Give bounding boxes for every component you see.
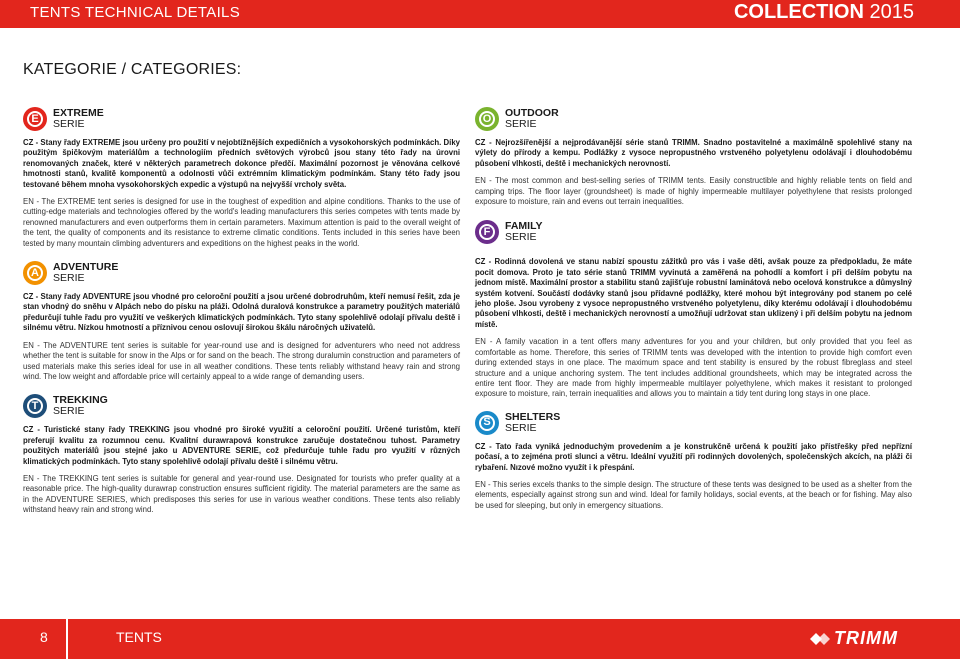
collection-year: 2015: [869, 1, 914, 23]
category-extreme: [23, 104, 460, 249]
collection-title: [734, 1, 914, 24]
category-header: [475, 408, 912, 438]
shelters-badge-icon: S: [475, 411, 499, 435]
trekking-badge-icon: T: [23, 394, 47, 418]
category-serie: SERIE: [505, 118, 537, 130]
category-header: [475, 217, 912, 247]
adventure-badge-icon: A: [23, 261, 47, 285]
header-bar: [0, 0, 960, 28]
trimm-logo: [808, 628, 898, 649]
footer-bar: [0, 619, 960, 659]
category-name: OUTDOOR: [505, 107, 559, 119]
category-serie: SERIE: [53, 272, 85, 285]
logo-text: TRIMM: [834, 628, 898, 648]
categories-title: KATEGORIE / CATEGORIES:: [23, 61, 242, 78]
trimm-logo-icon: [808, 631, 830, 647]
description-cz: CZ - Turistické stany řady TREKKING jsou vhodné pro široké využití a celoroční použití. Určené turistům, kteří preferují kvalitu za rozumnou cenu. Kvalitní durawrapová konstrukce zaručuje dostatečnou tuhost. Parametry použitých materiálů jsou stejné jako u ADVENTURE SERIE, což předurčuje tuhle řadu pro využití v různých klimatických podmínkách. Tyto stany spolehlivě odolají přívalu deště i silnému větru.: [23, 425, 460, 466]
category-shelters: [475, 408, 912, 511]
category-serie: SERIE: [505, 231, 537, 244]
description-en: EN - The TREKKING tent series is suitable for general and year-round use. Designated for tourists who prefer quality at a reasonable price. The high-quality durawrap construction ensures sufficient rigidity. The material parameters are the same as in the ADVENTURE SERIES, which predisposes this series for use in various weather conditions. These tents also reliably withstand heavy rain and strong wind.: [23, 473, 460, 515]
description-en: EN - The EXTREME tent series is designed for use in the toughest of expedition and alpine conditions. Thanks to the use of cutting-edge materials and technologies offered by the world's leading manufacturers this series competes with tents made by renowned manufacturers and even outperforms them in certain parameters. Maximum attention is paid to the overall weight of the tent, the quality of components and its resistance to extreme climatic conditions. Tents included in this series have been tested by many mountain climbing adventurers and expeditions on the highest peaks in the world.: [23, 197, 460, 248]
category-header: [23, 104, 460, 134]
category-outdoor: [475, 104, 912, 207]
family-badge-icon: F: [475, 220, 499, 244]
footer-divider: [66, 619, 68, 659]
category-serie: SERIE: [505, 421, 537, 434]
category-header: [23, 258, 460, 288]
description-en: EN - The most common and best-selling series of TRIMM tents. Easily constructible and highly reliable tents on field and camping trips. The floor layer (groundsheet) is made of highly impermeable multilayer polyethylene that resists prolonged exposure to moisture, rain and evens out terrain inequalities.: [475, 176, 912, 207]
category-adventure: [23, 258, 460, 382]
category-name: EXTREME: [53, 107, 104, 119]
category-name: SHELTERS: [505, 410, 561, 423]
description-en: EN - This series excels thanks to the simple design. The structure of these tents was designed to be used as a shelter from the elements, especially against strong sun and wind. Ideal for family holidays, social events, at the beach or for fishing. May also be used for sleeping, but only in emergency situations.: [475, 479, 912, 510]
category-trekking: [23, 391, 460, 515]
header-title: TENTS TECHNICAL DETAILS: [30, 4, 240, 21]
collection-word: COLLECTION: [733, 1, 864, 23]
category-header: [475, 104, 912, 134]
category-name: FAMILY: [505, 220, 543, 233]
footer-section: TENTS: [116, 629, 162, 645]
category-serie: SERIE: [53, 118, 85, 130]
category-name: ADVENTURE: [53, 261, 119, 274]
description-cz: CZ - Nejrozšířenější a nejprodávanější série stanů TRIMM. Snadno postavitelné a maximálně spolehlivé stany na výlety do přírody a kempu. Podlážky z vysoce nepropustného vrstveného polyetylenu odolávají i dlouhodobému působení vlhkosti, deště i mechanických nerovností.: [475, 138, 912, 168]
category-family: [475, 217, 912, 399]
right-column: [475, 104, 912, 518]
outdoor-badge-icon: O: [475, 107, 499, 131]
page-number: 8: [40, 629, 48, 645]
description-cz: CZ - Stany řady ADVENTURE jsou vhodné pro celoroční použití a jsou určené dobrodruhům, kteří nemusí řešit, zda je stan vhodný do sněhu v Alpách nebo do písku na pláži. Odolná duralová konstrukce a parametry použitých materiálů předurčují tuhle řadu pro využití ve veškerých klimatických podmínkách. Tyto stany spolehlivě odolají přívalu deště i silnému větru. Nízkou hmotností a příznivou cenou oslovují širokou škálu náročných uživatelů.: [23, 292, 460, 333]
category-header: [23, 391, 460, 421]
description-cz: CZ - Rodinná dovolená ve stanu nabízí spoustu zážitků pro vás i vaše děti, avšak pouze za předpokladu, že máte pocit domova. Proto je tato série stanů TRIMM vyvinutá a zaměřená na pohodlí a komfort i při delším pobytu na jednom místě. Maximální prostor a stabilitu stanů zajišťuje robustní laminátová nebo ocelová konstrukce a důmyslný systém kotvení. Součástí dodávky stanů jsou přídavné podlážky, které mohou být integrovány pod stanem po celé jeho ploše. Jsou vyrobeny z vysoce nepropustného vrstveného polyetylenu, díky kterému odolávají i dlouhodobému působení vlhkosti, deště i mechanických nerovností a umožňují udržovat stan uklizený i při delším pobytu na jednom místě.: [475, 257, 912, 329]
category-name: TREKKING: [53, 394, 108, 407]
description-cz: CZ - Tato řada vyniká jednoduchým provedením a je konstrukčně určená k použití jako přístřešky před nepřízní počasí, a to zejména proti slunci a větru. Ideální využití při rodinných dovolených, společenských akcích, na pláži či rybaření. Nızové možno využít i k přespání.: [475, 441, 912, 472]
description-en: EN - The ADVENTURE tent series is suitable for year-round use and is designed for adventurers who need not address whether the tent is suitable for snow in the Alps or for sand on the beach. The strong duralumin construction and parameters of used materials make this series ideal for use in all weather conditions. These tents reliably withstand heavy rain and strong wind. The low weight and affordable price will certainly appeal to a wide range of demanding users.: [23, 340, 460, 381]
extreme-badge-icon: E: [23, 107, 47, 131]
left-column: [23, 104, 460, 523]
description-cz: CZ - Stany řady EXTREME jsou určeny pro použití v nejobtížnějších expedičních a vysokohorských podmínkách. Díky použitým špičkovým materiálům a technologiím předních světových výrobců jsou stany této řady na úrovni renomovaných značek, které v některých parametrech dokonce předčí. Maximální pozornost je věnována celkové hmotnosti stanů, kvalitě komponentů a odolnosti vůči extrémním klimatickým podmínkám. Stany této řady jsou testované během mnoha vysokohorských expedic a výstupů na nejvyšší vrcholy světa.: [23, 138, 460, 189]
description-en: EN - A family vacation in a tent offers many adventures for you and your children, but only provided that you feel as comfortable as home. Therefore, this series of TRIMM tents was developed with the intention to provide high comfort even during extended stays in one place. The maximum space and tent stability is ensured by the robust fibreglass and steel structure and a unique anchoring system. The tent includes additional groundsheets, which may be integrated across the entire tent floor. They are made from highly impermeable multilayer polyethylene, which makes it resistant to prolonged exposure to moisture, rain, terrain inequalities and allows you to maintain a tidy tent during long stays in one place.: [475, 337, 912, 399]
category-serie: SERIE: [53, 405, 85, 418]
